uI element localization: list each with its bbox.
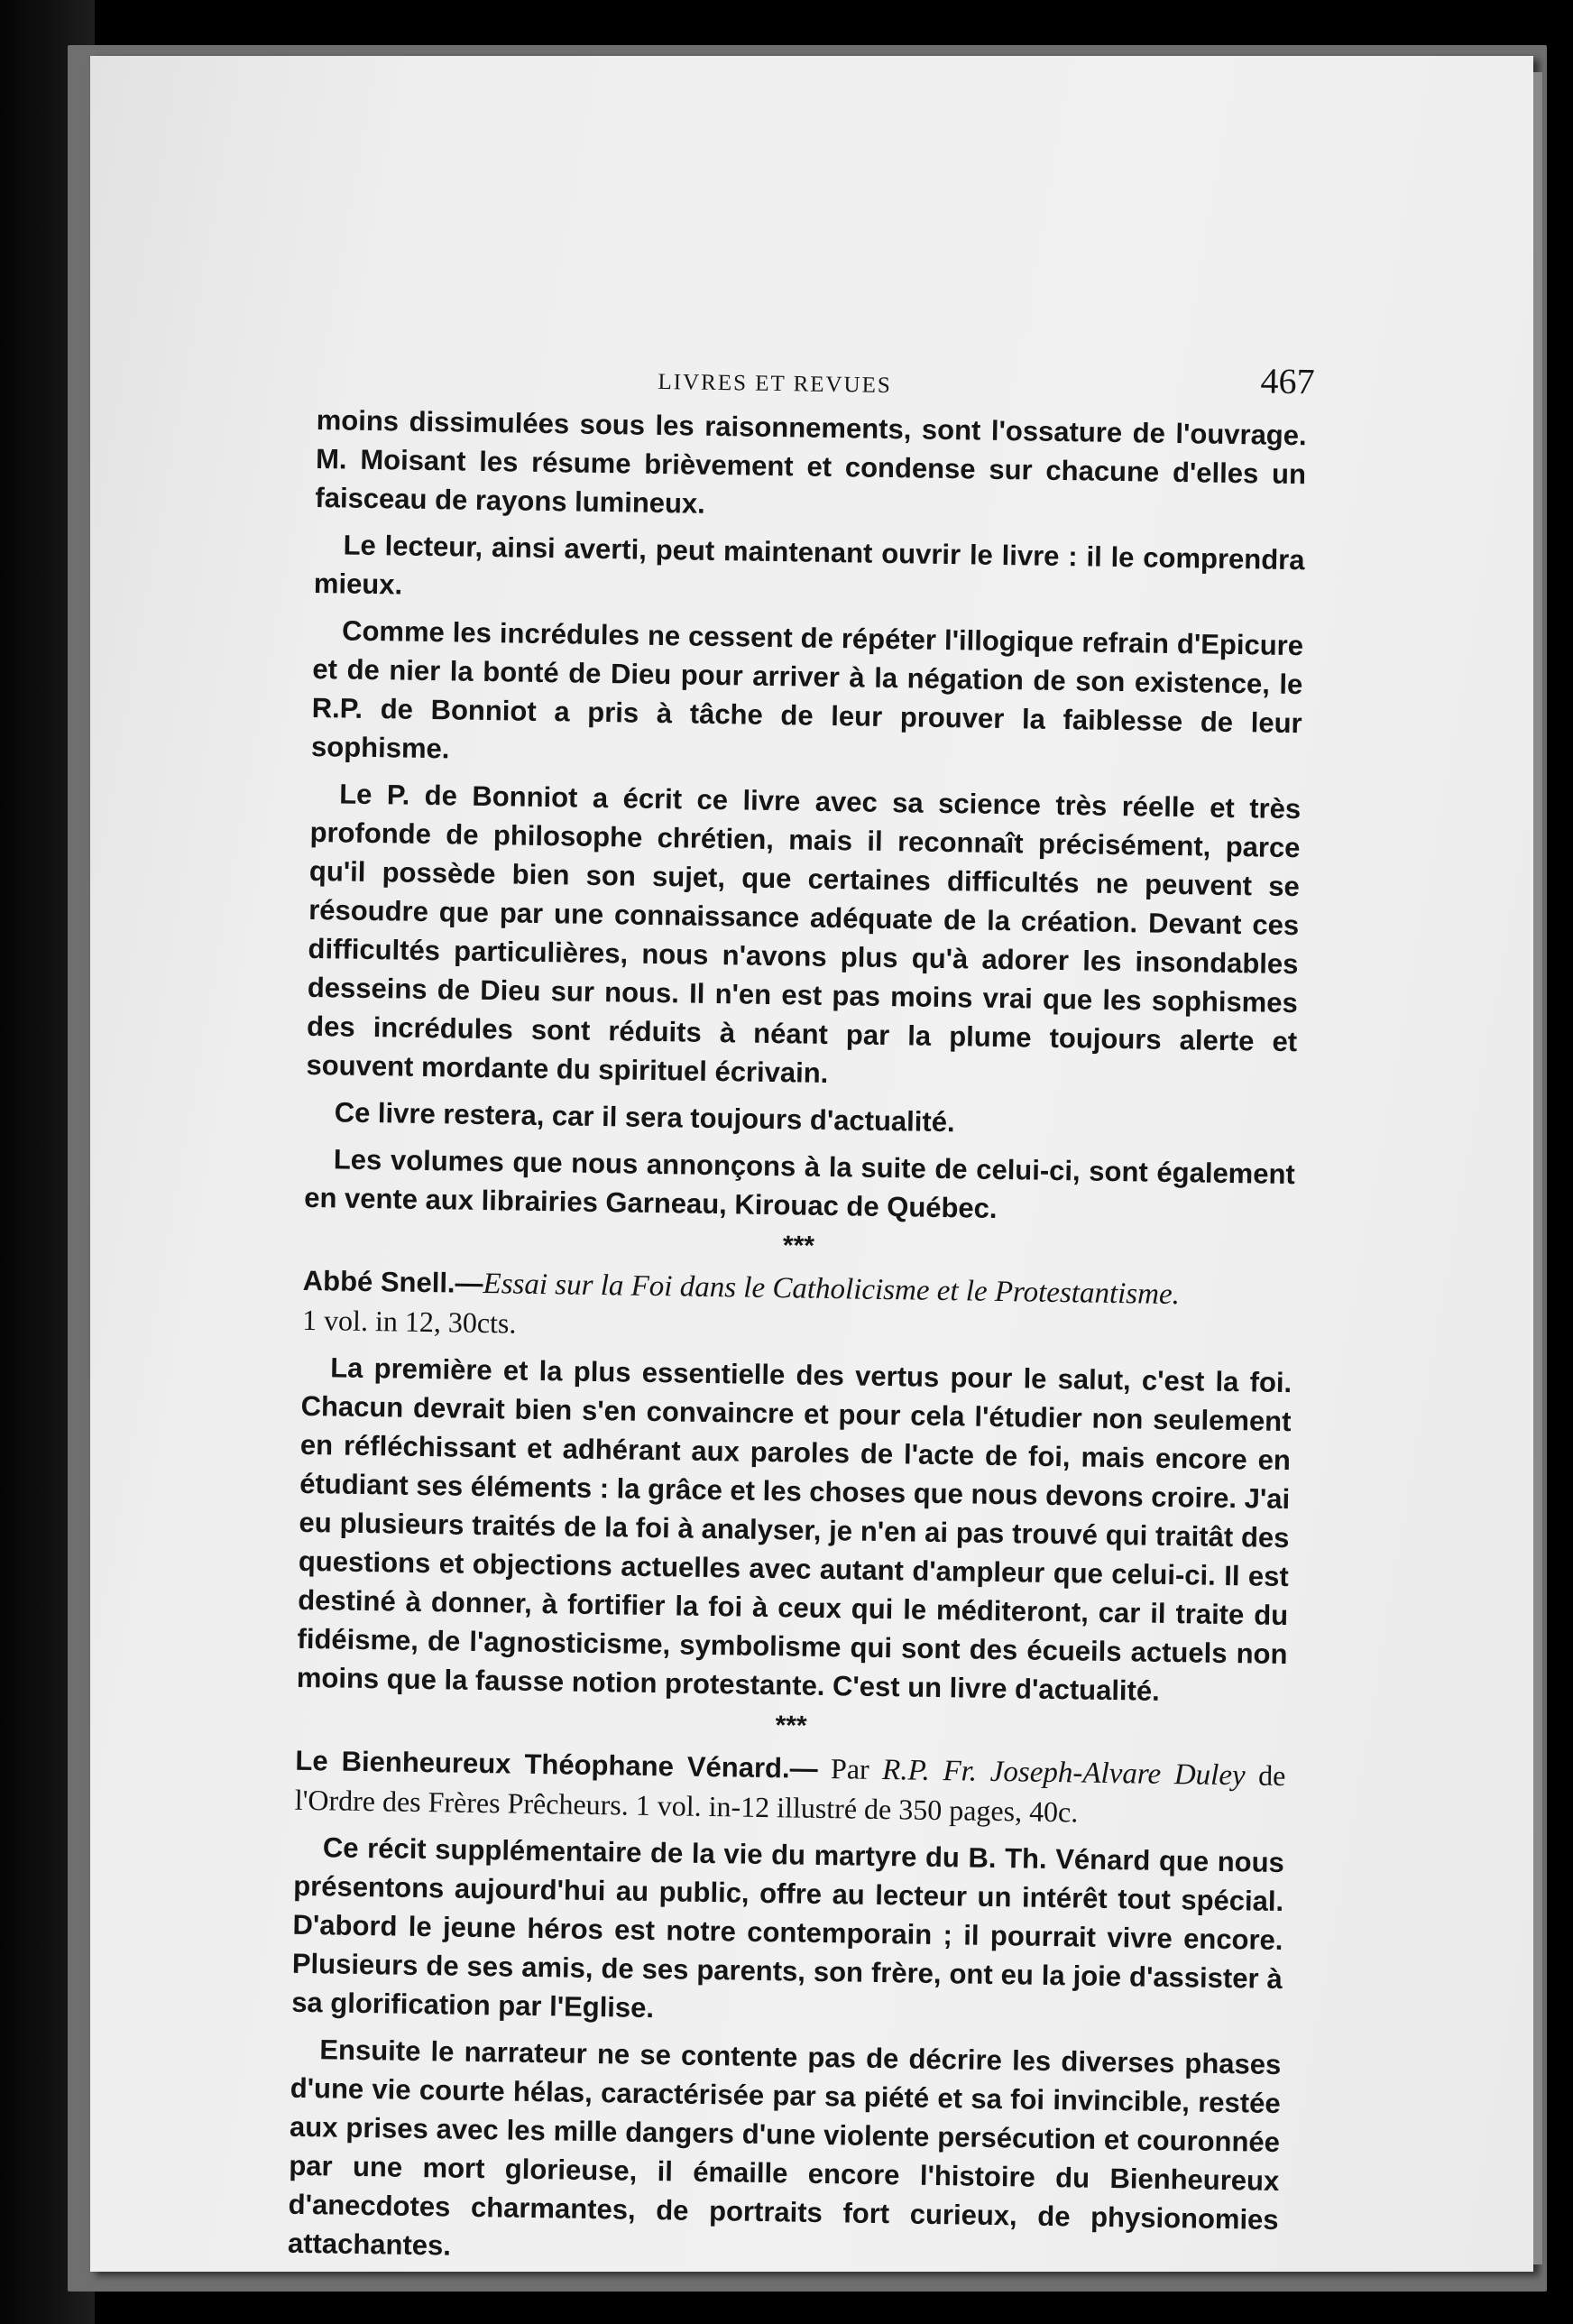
paragraph: Ensuite le narrateur ne se contente pas de décrire les diverses phases d'une vie courte hélas, caractérisée par sa piété et sa foi invincible, restée aux prises avec les mille dangers d'une violente persécution et couronnée par une mort glorieuse, il émaille encore l'histoire du Bienheureux d'anecdotes charmantes, de portraits fort curieux, de physionomies attachantes. (287, 2034, 1282, 2262)
running-title: LIVRES ET REVUES (658, 369, 892, 399)
review-by: Par (817, 1751, 883, 1786)
paragraph: Les volumes que nous annonçons à la suite de celui-ci, sont également en vente aux librairies Garneau, Kirouac de Québec. (303, 1143, 1296, 1224)
paragraph: La première et la plus essentielle des vertus pour le salut, c'est la foi. Chacun devrait bien s'en convaincre et pour cela l'étudier non seulement en réfléchissant et adhérant aux paroles de l'acte de foi, mais encore en étudiant ses éléments : la grâce et les choses que nous devons croire. J'ai eu plusieurs traités de la foi à analyser, je n'en ai pas trouvé qui traitât des questions et objections actuelles avec autant d'ampleur que celui-ci. Il est destiné à donner, à fortifier la foi à ceux qui le méditeront, car il traite du fidéisme, de l'agnosticisme, symbolisme qui sont des écueils actuels non moins que la fausse notion protestante. C'est un livre d'actualité. (296, 1351, 1292, 1707)
review-book-subject: Le Bienheureux Théophane Vénard.— (295, 1744, 818, 1784)
paragraph: Ce livre restera, car il sera toujours d'actualité. (334, 1096, 955, 1139)
review-author-name: R.P. Fr. Joseph-Alvare Duley (881, 1754, 1246, 1793)
page-number: 467 (1260, 360, 1315, 402)
section-separator: *** (775, 1711, 807, 1741)
review-heading (302, 1261, 1293, 1355)
section-separator: *** (782, 1231, 815, 1261)
page-stack-edge (1533, 72, 1542, 2264)
page-text-block (287, 350, 1315, 2286)
review-book-details: de l'Ordre des Frères Prêcheurs. 1 vol. in-12 illustré de 350 pages, 40c. (294, 1758, 1286, 1829)
review-book-details: 1 vol. in 12, 30cts. (301, 1303, 517, 1340)
paragraph: Comme les incrédules ne cessent de répéter l'illogique refrain d'Epicure et de nier la bonté de Dieu pour arriver à la négation de son existence, le R.P. de Bonniot a pris à tâche de leur prouver la faiblesse de leur sophisme. (310, 614, 1304, 765)
review-heading (294, 1741, 1285, 1835)
paragraph: Le P. de Bonniot a écrit ce livre avec sa science très réelle et très profonde de philosophe chrétien, mais il reconnaît précisément, parce qu'il possède bien son sujet, que certaines difficultés ne peuvent se résoudre que par une connaissance adéquate de la création. Devant ces difficultés particulières, nous n'avons plus qu'à adorer les insondables desseins de Dieu sur nous. Il n'en est pas moins vrai que les sophismes des incrédules sont réduits à néant par la plume toujours alerte et souvent mordante du spirituel écrivain. (306, 778, 1302, 1089)
review-bonniot (304, 401, 1307, 1232)
review-snell (297, 1261, 1293, 1712)
review-venard (288, 1741, 1286, 2278)
review-author: Abbé Snell.— (302, 1264, 483, 1300)
paragraph: Le lecteur, ainsi averti, peut maintenant ouvrir le livre : il le comprendra mieux. (313, 529, 1305, 601)
paragraph: Ce récit supplémentaire de la vie du martyre du B. Th. Vénard que nous présentons aujourd'hui au public, offre au lecteur un intérêt tout spécial. D'abord le jeune héros est notre contemporain ; il pourrait vivre encore. Plusieurs de ses amis, de ses parents, son frère, ont eu la joie d'assister à sa glorification par l'Eglise. (290, 1831, 1285, 2024)
review-book-title: Essai sur la Foi dans le Catholicisme et le Protestantisme. (483, 1268, 1181, 1312)
paragraph: moins dissimulées sous les raisonnements, sont l'ossature de l'ouvrage. M. Moisant les résume brièvement et condense sur chacune d'elles un faisceau de rayons lumineux. (315, 403, 1307, 520)
